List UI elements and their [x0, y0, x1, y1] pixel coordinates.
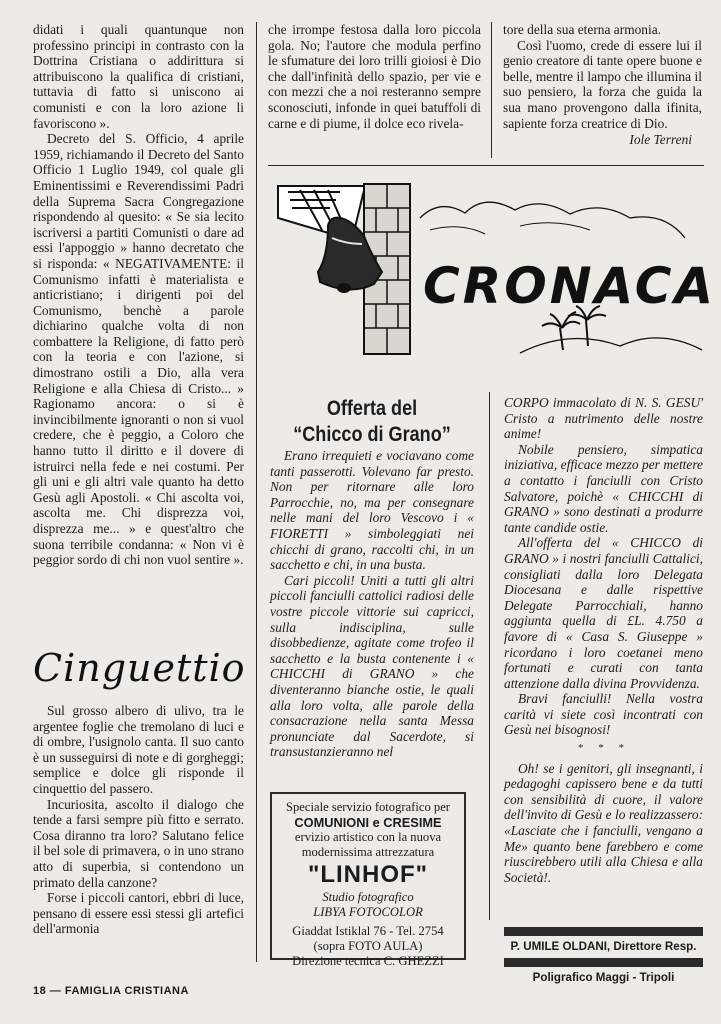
cinguettio-heading: Cinguettio: [33, 646, 246, 690]
paragraph: che irrompe festosa dalla loro piccola gola. No; l'autore che modula perfino le sfumature dei loro trilli gioiosi è Dio che dall'infinità dello spazio, per vie e con mezzi che a noi resteranno sempre sconosciuti, infonde in quei batuffoli di carne e di piume, il dolce eco rivela-: [268, 22, 481, 131]
paragraph: Erano irrequieti e vociavano come tanti passerotti. Volevano far presto. Non per ritornare alle loro Parrocchie, no, ma per consegnare nelle mani del loro Vescovo i « FIORETTI » simboleggiati nei chicchi di grano, raccolti chi, in un sacchetto e chi, in una busta.: [270, 448, 474, 573]
paragraph: CORPO immacolato di N. S. GESU' Cristo a nutrimento delle nostre anime!: [504, 395, 703, 442]
page-footer: 18 — FAMIGLIA CRISTIANA: [33, 985, 189, 997]
ad-line: COMUNIONI e CRESIME: [294, 815, 442, 830]
author-signature: Iole Terreni: [629, 132, 692, 148]
photo-studio-advertisement: [270, 792, 466, 968]
paragraph: Oh! se i genitori, gli insegnanti, i pedagoghi capissero bene e da tutti con sensibilità di cuore, il valore dell'invito di Gesù e lo realizzassero: «Lasciate che i fanciulli, vengano a Me» quanto bene farebbero e come riuscirebbero utili alla Chiesa e alla Società!.: [504, 760, 703, 885]
paragraph: Cari piccoli! Uniti a tutti gli altri piccoli fanciulli cattolici radiosi delle vostre piccole vittorie sui capricci, sulla indisciplina, sulle disobbedienze, agitate come trofeo il sacchetto e la busta contenente i « CHICCHI di GRANO » che diventeranno bianche ostie, le quali alla loro volta, alle parole della consacrazione nella santa Messa pronunciate dal Sacerdote, si transustanzieranno nel: [270, 572, 474, 760]
paragraph: Bravi fanciulli! Nella vostra carità vi siete così incontrati con Gesù nei bisognosi!: [504, 691, 703, 738]
column-divider: [489, 392, 490, 920]
ad-brand: "LINHOF": [307, 861, 429, 888]
paragraph: Sul grosso albero di ulivo, tra le argentee foglie che tremolano di luci e di ombre, l'usignolo canta. Il suo canto è un susseguirsi di note e di gorgheggi; semplice e dolce gli risponde il cinquettio del passero.: [33, 703, 244, 796]
column-divider: [256, 22, 257, 962]
article-column-1: [33, 22, 244, 568]
ad-line: Speciale servizio fotografico per: [286, 800, 450, 814]
offerta-article: [270, 448, 474, 760]
paragraph: Forse i piccoli cantori, ebbri di luce, pensano di essere essi stessi gli artefici dell'armonia: [33, 890, 244, 937]
heading-line: Offerta del: [326, 397, 418, 420]
cinguettio-continuation: [268, 22, 481, 131]
ad-line: modernissima attrezzatura: [301, 845, 435, 859]
rule: [504, 958, 703, 967]
cinguettio-ending: [503, 22, 702, 148]
ad-line: (sopra FOTO AULA): [313, 939, 423, 953]
masthead-credits: [504, 927, 703, 989]
ad-line: Giaddat Istiklal 76 - Tel. 2754: [292, 924, 444, 938]
paragraph: Incuriosita, ascolto il dialogo che tende a farsi sempre più fitto e serrato. Cosa diranno tra loro? Salutano felice il bel sole di primavera, o in uno strano atto di superbia, si contendono un primato della canzone?: [33, 796, 244, 890]
rule: [504, 927, 703, 936]
paragraph: Decreto del S. Officio, 4 aprile 1959, richiamando il Decreto del Santo Officio 1 Luglio 1949, col quale gli Eminentissimi e Reverendissimi Padri della Suprema Sacra Congregazione rispondendo al quesito: « Se sia lecito iscriversi a partiti Comunisti o dare ad essi l'appoggio » hanno decretato che si risponda: « NEGATIVAMENTE: il Comunismo infatti è materialista e anticristiano; i dirigenti poi del Comunismo, benchè a parole dichiarino qualche volta di non combattere la Religione, di fatto però con la teoria e con l'azione, si dimostrano ostili a Dio, alla vera Religione e alla Chiesa di Cristo... » Ragionamo ancora: o si è invincibilmente ignoranti o non si vuol credere, che è peggio, a Coloro che hanno tutto il diritto e il dovere di istruirci nella fede e nei costumi. Per gli uni e gli altri vale quanto ha detto Gesù agli Apostoli. « Chi ascolta voi, ascolta me. Chi disprezza voi, disprezza me... » e quest'altro che suona terribile condanna: « Non vi è peggior sordo di chi non vuol sentire ».: [33, 131, 244, 568]
director-line: P. UMILE OLDANI, Direttore Resp.: [510, 940, 697, 953]
offerta-heading: [277, 396, 466, 448]
ad-line: Direzione tecnica C. GHEZZI: [292, 954, 444, 968]
offerta-continuation: [504, 395, 703, 885]
paragraph: didati i quali quantunque non professino principi in contrasto con la Dottrina Cristiana o addirittura si attribuiscono la qualifica di cristiani, tuttavia di fatto si uniscono ai comunisti e con la loro azione li favoriscono ».: [33, 22, 244, 131]
column-divider: [491, 22, 492, 158]
cronaca-banner: [270, 178, 717, 368]
section-divider: [268, 165, 704, 166]
cinguettio-article: [33, 703, 244, 937]
ad-line: LIBYA FOTOCOLOR: [313, 905, 423, 919]
cronaca-title: CRONACA: [423, 257, 717, 315]
heading-line: “Chicco di Grano”: [293, 423, 451, 446]
paragraph: Così l'uomo, crede di essere lui il genio creatore di tante opere buone e belle, mentre il lampo che illumina il suo pensiero, la forza che guida la sua mano provengono dalla ifinita, sapiente forza creatrice di Dio.: [503, 37, 702, 131]
paragraph: All'offerta del « CHICCO di GRANO » i nostri fanciulli Cattalici, consigliati dalla loro Delegata Diocesana e dalle rispettive Delegate Parrocchiali, hanno aggiunta quella di £L. 4.750 a favore di « Casa S. Giuseppe » ricordano i loro coetanei meno fortunati e curati con tanta attenzione dalla divina Provvidenza.: [504, 535, 703, 691]
paragraph: Nobile pensiero, simpatica iniziativa, efficace mezzo per mettere a contatto i fanciulli con Cristo Salvatore, poichè « CHICCHI di GRANO » sono destinati a produrre tante candide ostie.: [504, 441, 703, 535]
ad-line: Studio fotografico: [322, 890, 414, 904]
printer-line: Poligrafico Maggi - Tripoli: [532, 971, 675, 984]
ad-line: ervizio artistico con la nuova: [294, 830, 442, 844]
section-separator: * * *: [577, 742, 630, 755]
paragraph: tore della sua eterna armonia.: [503, 22, 662, 37]
